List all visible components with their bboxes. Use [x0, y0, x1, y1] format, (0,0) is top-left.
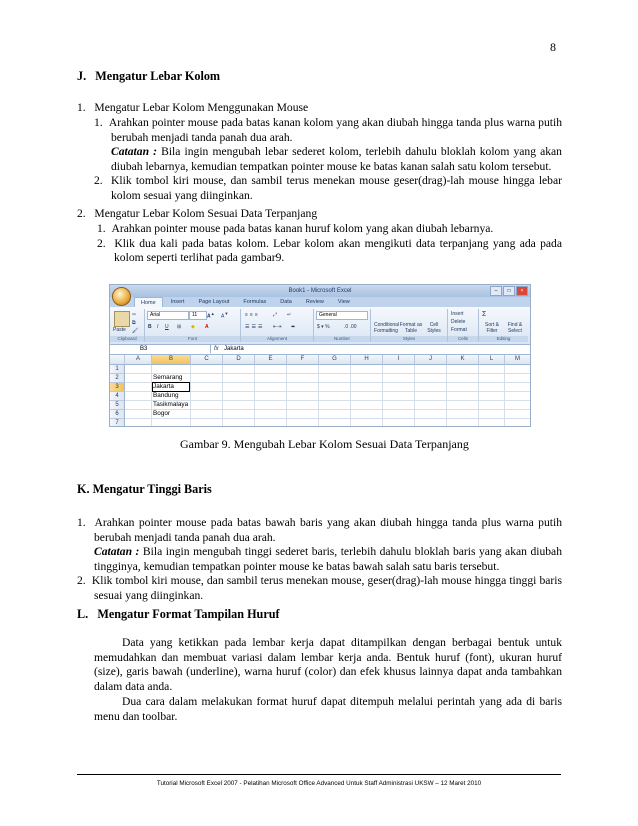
- note-label: Catatan :: [111, 145, 157, 159]
- decimal-icons[interactable]: .0 .00: [344, 324, 357, 330]
- format-button[interactable]: Format: [451, 327, 467, 333]
- gridline: [125, 409, 530, 410]
- tab-insert[interactable]: Insert: [170, 299, 185, 305]
- cell-styles-button[interactable]: Cell Styles: [427, 322, 441, 334]
- section-l-title: L. Mengatur Format Tampilan Huruf: [77, 607, 280, 621]
- section-j1-title: 1. Mengatur Lebar Kolom Menggunakan Mouse: [77, 101, 309, 114]
- group-number: [314, 309, 371, 342]
- font-color-icon[interactable]: A: [205, 324, 209, 330]
- paste-button[interactable]: Paste: [113, 327, 126, 333]
- list-item-line: 2. Klik tombol kiri mouse, dan sambil terus menekan mouse, geser(drag)-lah mouse hingga tinggi baris: [77, 574, 562, 588]
- column-header[interactable]: H: [351, 355, 383, 365]
- wrap-text-icon[interactable]: ↵: [287, 312, 292, 318]
- section-j2-title: 2. Mengatur Lebar Kolom Sesuai Data Terpanjang: [77, 207, 318, 220]
- list-item-line: 1. Arahkan pointer mouse pada batas kanan kolom yang akan diubah hingga tanda plus warna putih: [94, 116, 562, 129]
- list-item-line: sesuai yang diinginkan.: [94, 588, 204, 602]
- footer-divider: [77, 774, 561, 775]
- fill-color-icon[interactable]: ◆: [191, 324, 195, 330]
- tab-formulas[interactable]: Formulas: [243, 299, 267, 305]
- list-item-line: 1. Arahkan pointer mouse pada batas kanan huruf kolom yang akan diubah lebarnya.: [97, 222, 494, 235]
- format-as-table-button[interactable]: Format as Table: [399, 322, 423, 334]
- section-k-title: K. Mengatur Tinggi Baris: [77, 482, 212, 496]
- list-item-line: 2. Klik dua kali pada batas kolom. Lebar kolom akan mengikuti data terpanjang yang ada pada: [97, 236, 562, 250]
- cell-b2[interactable]: Semarang: [153, 374, 183, 381]
- cell-b6[interactable]: Bogor: [153, 410, 171, 417]
- group-label: Cells: [448, 336, 478, 342]
- cell-b3[interactable]: Jakarta: [153, 383, 189, 391]
- fx-icon[interactable]: fx: [214, 346, 219, 352]
- indent-icon[interactable]: ⇤⇥: [273, 324, 282, 330]
- underline-icon[interactable]: U: [165, 324, 169, 330]
- tab-home[interactable]: Home: [134, 297, 163, 307]
- list-item-line: berubah menjadi tanda panah dua arah.: [94, 530, 276, 544]
- column-header[interactable]: M: [505, 355, 531, 365]
- group-label: Editing: [479, 336, 528, 342]
- currency-icon[interactable]: $ ▾ %: [317, 324, 330, 330]
- font-size-select[interactable]: 11: [189, 311, 207, 320]
- formula-bar: [110, 345, 530, 355]
- column-header[interactable]: E: [255, 355, 287, 365]
- format-painter-icon[interactable]: 🖌: [132, 328, 139, 334]
- close-icon[interactable]: ×: [516, 286, 528, 296]
- formula-input[interactable]: Jakarta: [224, 346, 244, 352]
- section-l-paragraph: Data yang ketikkan pada lembar kerja dapat ditampilkan dengan berbagai bentuk untuk memudahkan dan membuat variasi dalam lembar kerja anda. Bentuk huruf (font), ukuran huruf (size), garis bawah (underline), warna huruf (color) dan efek khusus lainnya dapat anda tambahkan dalam data anda.: [94, 636, 562, 693]
- column-header[interactable]: J: [415, 355, 447, 365]
- group-label: Styles: [371, 336, 447, 342]
- window-controls: [490, 286, 528, 296]
- group-label: Number: [314, 336, 370, 342]
- copy-icon[interactable]: ⧉: [132, 320, 136, 326]
- list-item-line: 2. Klik tombol kiri mouse, dan sambil terus menekan mouse geser(drag)-lah mouse hingga lebar: [94, 174, 562, 188]
- tab-review[interactable]: Review: [305, 299, 324, 305]
- gridline: [125, 373, 530, 374]
- list-item: [97, 222, 562, 266]
- ribbon-tabs: [110, 297, 530, 307]
- list-item: [94, 116, 562, 204]
- list-item-line: 1. Arahkan pointer mouse pada batas bawah baris yang akan diubah hingga tanda plus warna putih: [77, 516, 562, 529]
- worksheet-grid[interactable]: [110, 355, 530, 427]
- maximize-icon[interactable]: □: [503, 286, 515, 296]
- find-select-button[interactable]: Find & Select: [507, 322, 523, 334]
- column-header[interactable]: G: [319, 355, 351, 365]
- column-header[interactable]: I: [383, 355, 415, 365]
- cell-b4[interactable]: Bandung: [153, 392, 179, 399]
- list-item-line: kolom seperti terlihat pada gambar9.: [114, 251, 285, 265]
- grow-font-icon[interactable]: A▲: [207, 311, 215, 320]
- group-label: Font: [145, 336, 240, 342]
- gridline: [125, 418, 530, 419]
- section-k-body: [77, 516, 562, 604]
- group-alignment: [241, 309, 314, 342]
- autosum-icon[interactable]: Σ: [482, 311, 487, 318]
- group-clipboard: [110, 309, 145, 342]
- note-text: Bila ingin mengubah tinggi sederet baris, terlebih dahulu bloklah baris yang akan diubah: [139, 545, 562, 559]
- column-header[interactable]: F: [287, 355, 319, 365]
- gridline: [478, 365, 479, 427]
- note-line: diubah lebarnya, kemudian tempatkan pointer mouse ke batas kanan salah satu kolom tersebut.: [111, 159, 552, 173]
- tab-data[interactable]: Data: [280, 299, 292, 305]
- gridline: [254, 365, 255, 427]
- row-header[interactable]: 2: [110, 374, 125, 383]
- tab-view[interactable]: View: [337, 299, 350, 305]
- tab-page-layout[interactable]: Page Layout: [198, 299, 230, 305]
- note-line: tingginya, kemudian tempatkan pointer mouse ke batas bawah salah satu baris tersebut.: [94, 559, 500, 573]
- font-name-select[interactable]: Arial: [147, 311, 189, 320]
- gridline: [446, 365, 447, 427]
- group-editing: [479, 309, 528, 342]
- gridline: [125, 391, 530, 392]
- bold-icon[interactable]: B: [148, 324, 152, 330]
- column-header[interactable]: B: [152, 355, 191, 365]
- shrink-font-icon[interactable]: A▼: [221, 311, 229, 320]
- section-l-paragraph: Dua cara dalam melakukan format huruf dapat ditempuh melalui perintah yang ada di baris menu dan toolbar.: [94, 695, 562, 723]
- page-footer: Tutorial Microsoft Excel 2007 - Pelatihan Microsoft Office Advanced Untuk Staff Administrasi UKSW – 12 Maret 2010: [156, 780, 482, 787]
- note-line: [77, 545, 562, 560]
- figure-caption: Gambar 9. Mengubah Lebar Kolom Sesuai Data Terpanjang: [180, 437, 469, 451]
- row-header[interactable]: 6: [110, 410, 125, 419]
- group-label: Clipboard: [110, 336, 144, 342]
- list-item-line: kolom sesuai yang diinginkan.: [111, 188, 253, 202]
- row-header[interactable]: 3: [110, 383, 125, 392]
- paste-icon[interactable]: [114, 311, 130, 327]
- number-format-select[interactable]: General: [316, 311, 368, 320]
- office-button-icon[interactable]: [112, 287, 131, 306]
- window-title: Book1 - Microsoft Excel: [110, 285, 530, 297]
- row-header[interactable]: 7: [110, 419, 125, 427]
- column-header[interactable]: D: [223, 355, 255, 365]
- row-header[interactable]: 4: [110, 392, 125, 401]
- gridline: [414, 365, 415, 427]
- row-header[interactable]: 5: [110, 401, 125, 410]
- merge-center-icon[interactable]: ⬌: [291, 324, 296, 330]
- list-item-line: berubah menjadi tanda panah dua arah.: [111, 130, 293, 144]
- cell-b5[interactable]: Tasikmalaya: [153, 401, 189, 408]
- note-line: [94, 145, 562, 160]
- conditional-formatting-button[interactable]: Conditional Formatting: [374, 322, 400, 334]
- group-font: [145, 309, 241, 342]
- gridline: [504, 365, 505, 427]
- row-header[interactable]: 1: [110, 365, 125, 374]
- group-cells: [448, 309, 479, 342]
- insert-button[interactable]: Insert: [451, 311, 464, 317]
- excel-screenshot: [109, 284, 531, 427]
- italic-icon[interactable]: I: [157, 324, 159, 330]
- column-header[interactable]: K: [447, 355, 479, 365]
- note-label: Catatan :: [94, 545, 140, 559]
- horizontal-align-icons[interactable]: ☰☰☰: [245, 324, 265, 330]
- gridline: [286, 365, 287, 427]
- group-label: Alignment: [241, 336, 313, 342]
- ribbon: [110, 307, 530, 345]
- column-header[interactable]: C: [191, 355, 223, 365]
- gridline: [222, 365, 223, 427]
- gridline: [382, 365, 383, 427]
- gridline: [318, 365, 319, 427]
- column-header[interactable]: A: [125, 355, 152, 365]
- vertical-align-icons[interactable]: ≡≡≡: [245, 312, 260, 318]
- sort-filter-button[interactable]: Sort & Filter: [485, 322, 499, 334]
- cut-icon[interactable]: ✂: [132, 312, 137, 318]
- borders-icon[interactable]: ⊞: [177, 324, 182, 330]
- column-header[interactable]: L: [479, 355, 505, 365]
- delete-button[interactable]: Delete: [451, 319, 466, 325]
- page-number: 8: [550, 40, 556, 54]
- group-styles: [371, 309, 448, 342]
- gridline: [151, 365, 152, 427]
- note-text: Bila ingin mengubah lebar sederet kolom, terlebih dahulu bloklah kolom yang akan: [156, 145, 562, 159]
- select-all-corner[interactable]: [110, 355, 125, 365]
- gridline: [190, 365, 191, 427]
- name-box[interactable]: B3: [110, 345, 211, 353]
- section-j-title: J. Mengatur Lebar Kolom: [77, 69, 221, 83]
- gridline: [350, 365, 351, 427]
- orientation-icon[interactable]: ⤢: [273, 312, 278, 318]
- minimize-icon[interactable]: –: [490, 286, 502, 296]
